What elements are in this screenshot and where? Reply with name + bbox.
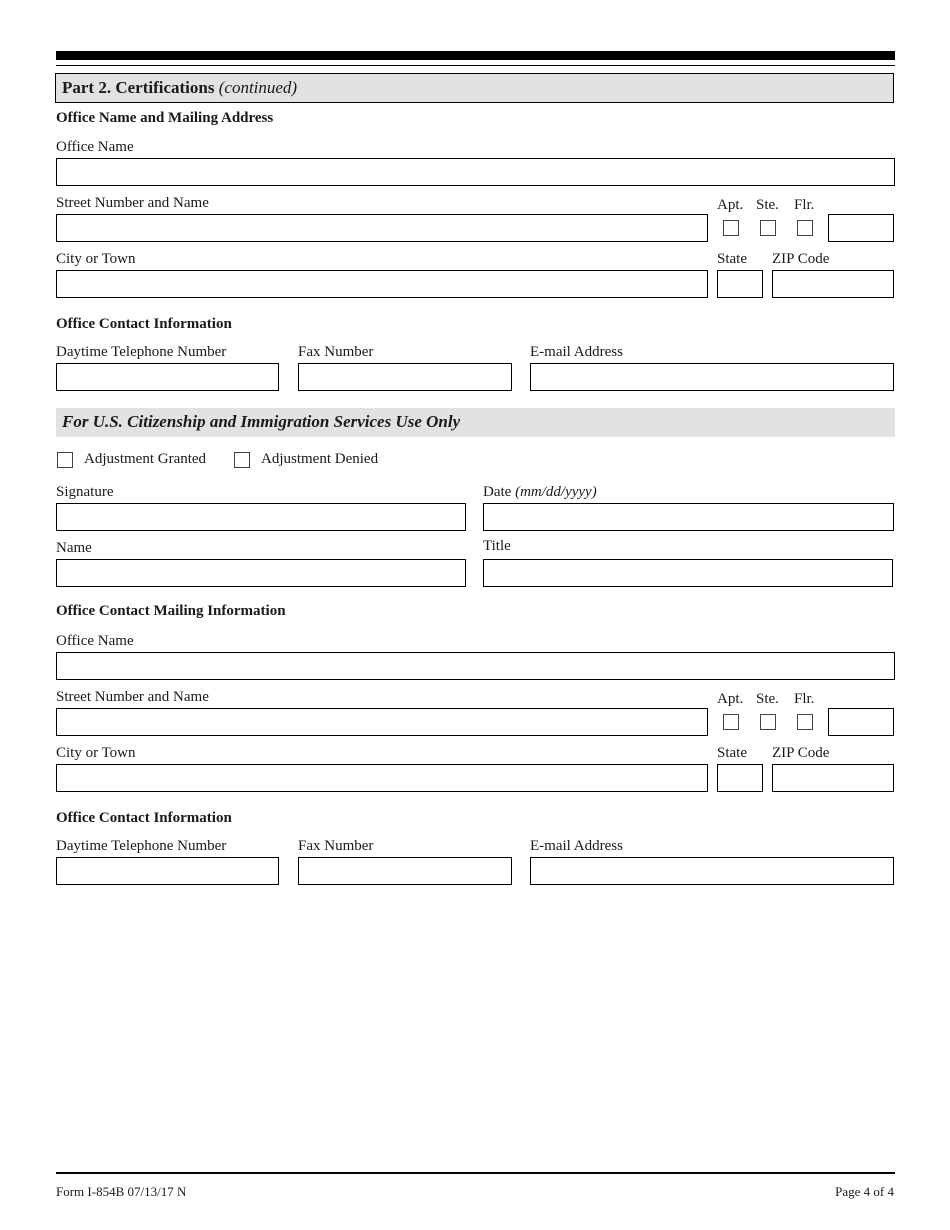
part-title-text: Part 2. Certifications	[62, 78, 215, 97]
footer-rule	[56, 1172, 895, 1174]
form-id: Form I-854B 07/13/17 N	[56, 1184, 187, 1199]
office-contact-section-title: Office Contact Information	[56, 316, 232, 332]
uscis-title: For U.S. Citizenship and Immigration Services Use Only	[62, 412, 461, 431]
part-subtitle: (continued)	[218, 78, 298, 97]
mailing-state-input[interactable]	[717, 764, 763, 792]
name-input[interactable]	[56, 559, 466, 587]
state-label: State	[717, 251, 747, 267]
mailing-flr-label: Flr.	[794, 691, 815, 707]
flr-label: Flr.	[794, 197, 815, 213]
mailing-flr-checkbox[interactable]	[797, 714, 813, 730]
office-name-label: Office Name	[56, 139, 134, 155]
date-input[interactable]	[483, 503, 894, 531]
mailing-ste-label: Ste.	[756, 691, 779, 707]
mailing-unit-number-input[interactable]	[828, 708, 894, 736]
mailing-zip-label: ZIP Code	[772, 745, 830, 761]
top-thin-rule	[56, 65, 895, 66]
mailing-contact-section-title: Office Contact Information	[56, 810, 232, 826]
office-address-section-title: Office Name and Mailing Address	[56, 110, 274, 126]
mailing-state-label: State	[717, 745, 747, 761]
office-name-input[interactable]	[56, 158, 895, 186]
date-label-text: Date	[483, 484, 512, 500]
mailing-office-name-input[interactable]	[56, 652, 895, 680]
zip-label: ZIP Code	[772, 251, 830, 267]
phone-label: Daytime Telephone Number	[56, 344, 227, 360]
top-thick-rule	[56, 51, 895, 60]
unit-number-input[interactable]	[828, 214, 894, 242]
mailing-info-section-title: Office Contact Mailing Information	[56, 603, 286, 619]
ste-checkbox[interactable]	[760, 220, 776, 236]
city-label: City or Town	[56, 251, 136, 267]
mailing-phone-label: Daytime Telephone Number	[56, 838, 227, 854]
email-label: E-mail Address	[530, 344, 623, 360]
uscis-use-only-header	[56, 408, 895, 437]
phone-input[interactable]	[56, 363, 279, 391]
adjustment-denied-label: Adjustment Denied	[261, 451, 379, 467]
ste-label: Ste.	[756, 197, 779, 213]
zip-input[interactable]	[772, 270, 894, 298]
mailing-city-input[interactable]	[56, 764, 708, 792]
mailing-email-label: E-mail Address	[530, 838, 623, 854]
mailing-ste-checkbox[interactable]	[760, 714, 776, 730]
mailing-street-input[interactable]	[56, 708, 708, 736]
fax-label: Fax Number	[298, 344, 374, 360]
name-label: Name	[56, 540, 92, 556]
signature-label: Signature	[56, 484, 114, 500]
mailing-apt-label: Apt.	[717, 691, 744, 707]
part-2-header	[55, 73, 894, 103]
part-title	[62, 78, 297, 98]
mailing-fax-label: Fax Number	[298, 838, 374, 854]
date-format-hint: (mm/dd/yyyy)	[515, 484, 597, 500]
mailing-office-name-label: Office Name	[56, 633, 134, 649]
page-number: Page 4 of 4	[835, 1184, 894, 1199]
apt-checkbox[interactable]	[723, 220, 739, 236]
adjustment-denied-checkbox[interactable]	[234, 452, 250, 468]
title-input[interactable]	[483, 559, 893, 587]
mailing-street-label: Street Number and Name	[56, 689, 209, 705]
mailing-city-label: City or Town	[56, 745, 136, 761]
mailing-email-input[interactable]	[530, 857, 894, 885]
flr-checkbox[interactable]	[797, 220, 813, 236]
mailing-fax-input[interactable]	[298, 857, 512, 885]
date-label	[483, 484, 597, 501]
mailing-zip-input[interactable]	[772, 764, 894, 792]
state-input[interactable]	[717, 270, 763, 298]
title-label: Title	[483, 538, 511, 554]
fax-input[interactable]	[298, 363, 512, 391]
adjustment-granted-label: Adjustment Granted	[84, 451, 207, 467]
mailing-phone-input[interactable]	[56, 857, 279, 885]
street-label: Street Number and Name	[56, 195, 209, 211]
signature-input[interactable]	[56, 503, 466, 531]
apt-label: Apt.	[717, 197, 744, 213]
email-input[interactable]	[530, 363, 894, 391]
street-input[interactable]	[56, 214, 708, 242]
mailing-apt-checkbox[interactable]	[723, 714, 739, 730]
adjustment-granted-checkbox[interactable]	[57, 452, 73, 468]
city-input[interactable]	[56, 270, 708, 298]
